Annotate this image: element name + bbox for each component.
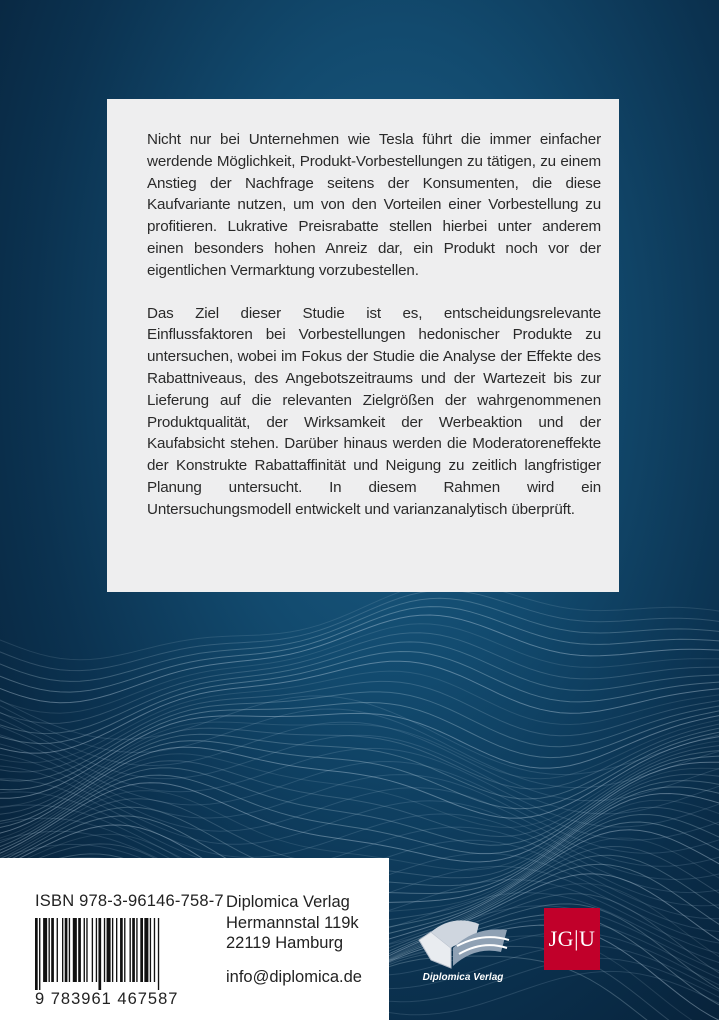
wave-line — [0, 661, 719, 753]
publisher-email: info@diplomica.de — [226, 968, 362, 986]
barcode-bar — [78, 918, 81, 982]
isbn-barcode — [35, 918, 207, 1006]
barcode-bar — [43, 918, 47, 982]
wave-line — [0, 590, 719, 670]
wave-line — [0, 615, 719, 703]
barcode-bar — [65, 918, 68, 982]
barcode-bar — [120, 918, 123, 982]
barcode-bar — [124, 918, 125, 982]
barcode-bar — [39, 918, 40, 990]
barcode-bar — [96, 918, 97, 982]
barcode-bar — [51, 918, 54, 982]
blurb-paragraph-1: Nicht nur bei Unternehmen wie Tesla führt die immer einfacher werdende Möglichkeit, Produkt-Vorbestellungen zu tätigen, zu einem Anstieg der Nachfrage seitens der Konsumenten, die diese Kaufvariante nutzen, um von den Vorteilen einer Vorbestellung zu profitieren. Lukrative Preisrabatte stellen hierbei unter anderem einen besonders hohen Anreiz dar, ein Produkt noch vor der eigentlichen Vermarktung vorzubestellen. — [147, 131, 601, 279]
barcode-bar — [136, 918, 137, 982]
barcode-bar — [116, 918, 117, 982]
publisher-city: 22119 Hamburg — [226, 934, 344, 952]
barcode-bar — [35, 918, 38, 990]
publisher-name: Diplomica Verlag — [226, 893, 350, 911]
diplomica-logo-caption: Diplomica Verlag — [422, 972, 504, 983]
jgu-logo: JG|U — [544, 908, 600, 970]
barcode-bar — [84, 918, 85, 982]
barcode-bar — [86, 918, 87, 982]
barcode-bar — [49, 918, 50, 982]
barcode-bar — [69, 918, 70, 982]
barcode-bar — [107, 918, 111, 982]
isbn-text: ISBN 978-3-96146-758-7 — [35, 892, 224, 910]
publisher-street: Hermannstal 119k — [226, 913, 359, 932]
barcode-digits: 9 783961 467587 — [35, 990, 179, 1006]
barcode-bar — [154, 918, 155, 982]
barcode-bar — [130, 918, 131, 982]
publisher-address — [226, 892, 359, 954]
barcode-bar — [112, 918, 113, 982]
barcode-bar — [73, 918, 77, 982]
blurb-paragraph-2: Das Ziel dieser Studie ist es, entscheidungsrelevante Einflussfaktoren bei Vorbestellungen hedonischer Produkte zu untersuchen, wobei im Fokus der Studie die Analyse der Effekte des Rabattniveaus, des Angebotszeitraums und der Wartezeit bis zur Lieferung auf die relevanten Zielgrößen der wahrgenommenen Produktqualität, der Wirksamkeit der Werbeaktion und der Kaufabsicht stehen. Darüber hinaus werden die Moderatoreneffekte der Konstrukte Rabattaffinität und Neigung zu zeitlich langfristiger Planung untersucht. In diesem Rahmen wird ein Untersuchungsmodell entwickelt und varianzanalytisch überprüft. — [147, 304, 601, 518]
wave-line — [0, 695, 719, 775]
barcode-bar — [92, 918, 93, 982]
barcode-bar — [104, 918, 105, 982]
barcode-bar — [62, 918, 63, 982]
barcode-bar — [140, 918, 143, 982]
wave-line — [0, 624, 719, 713]
barcode-bar — [150, 918, 151, 982]
wave-line — [0, 633, 719, 724]
barcode-bar — [132, 918, 135, 982]
diplomica-logo — [413, 908, 513, 986]
barcode-bar — [57, 918, 58, 982]
barcode-bar — [98, 918, 101, 990]
blurb-box — [107, 99, 619, 592]
footer-panel — [0, 858, 389, 1020]
barcode-bar — [144, 918, 148, 982]
barcode-bar — [158, 918, 159, 990]
